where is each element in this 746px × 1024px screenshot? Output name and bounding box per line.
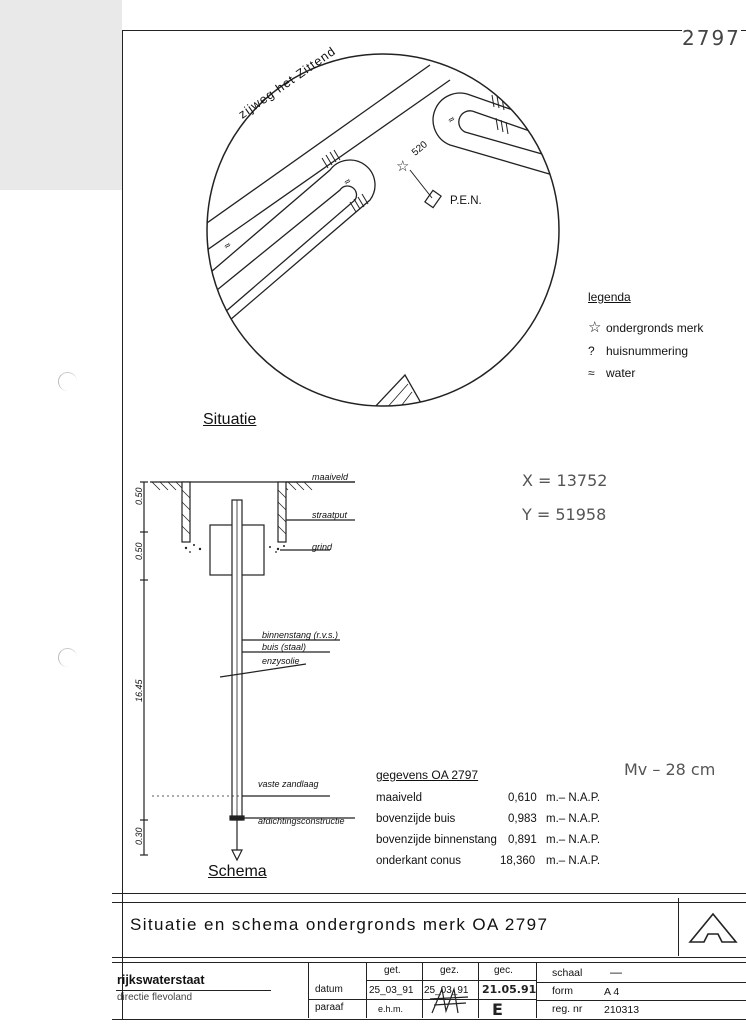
road-label: zijweg het Zittend [236,43,339,122]
star-icon: ☆ [588,319,602,336]
svg-text:≈: ≈ [341,175,354,189]
legend-item [588,366,703,380]
get-label: get. [384,965,401,976]
svg-text:≈: ≈ [221,239,234,253]
row-unit: m.– N.A.P. [546,834,601,846]
label-binnenstang: binnenstang (r.v.s.) [262,630,339,640]
water-channel [433,93,570,180]
row-value: 0,983 [508,813,537,825]
row-value: 0,891 [508,834,537,846]
schema-title: Schema [208,863,267,880]
form-value: A 4 [604,986,620,998]
drawing-title: Situatie en schema ondergronds merk OA 2797 [130,915,549,934]
gec-label: gec. [494,965,513,976]
ehm-initials: e.h.m. [378,1004,404,1014]
label-straatput: straatput [312,510,348,520]
legend-item-label: water [606,366,636,380]
regnr-label: reg. nr [552,1003,583,1015]
punch-hole-bottom [58,648,77,667]
svg-text:≈: ≈ [445,113,458,127]
row-unit: m.– N.A.P. [546,855,601,867]
dimension-label: 16.45 [134,679,144,702]
rijkswaterstaat-logo-icon [686,906,740,950]
label-vaste-zandlaag: vaste zandlaag [258,779,319,789]
legend-item-label: huisnummering [606,344,689,358]
org-sub: directie flevoland [117,992,193,1003]
gegevens-row [376,792,422,804]
regnr-value: 210313 [604,1004,640,1016]
situatie-title: Situatie [203,411,257,428]
row-name: bovenzijde binnenstang [376,834,497,846]
mv-note: Mv – 28 cm [624,760,716,779]
coordinate-x: X = 13752 [522,471,608,490]
gez-date: 25_03_91 [424,985,469,996]
signature-scribble [428,985,472,1017]
schaal-value: — [610,965,622,979]
row-unit: m.– N.A.P. [546,813,601,825]
label-buis: buis (staal) [262,642,307,652]
schaal-label: schaal [552,967,583,979]
marker-number: 520 [410,139,430,159]
gegevens-row [376,834,497,846]
paraaf-label: paraaf [315,1002,344,1013]
title-block-top-line [112,893,746,894]
punch-hole-top [58,372,77,391]
row-value: 0,610 [508,792,537,804]
label-maaiveld: maaiveld [312,472,349,482]
gegevens-row [376,813,455,825]
gegevens-row [376,855,461,867]
logo-divider [678,898,679,956]
org-name: rijkswaterstaat [117,973,205,987]
label-grind: grind [312,542,333,552]
org-underline [116,990,271,991]
coordinate-y: Y = 51958 [522,505,607,524]
legend [588,290,703,380]
water-icon: ≈ [588,366,595,380]
dimension-label: 0.50 [134,542,144,560]
gec-initial: E [492,1000,503,1019]
gez-label: gez. [440,965,459,976]
legend-item [588,344,703,358]
legend-item [588,318,703,336]
row-unit: m.– N.A.P. [546,792,601,804]
form-label: form [552,985,573,997]
row-name: bovenzijde buis [376,813,456,825]
question-icon: ? [588,344,595,358]
dimension-label: 0.50 [134,487,144,505]
water-channel [459,111,570,162]
row-name: maaiveld [376,792,423,804]
legend-item-label: ondergronds merk [606,321,704,335]
datum-label: datum [315,984,343,995]
dimension-label: 0.30 [134,827,144,845]
pen-label: P.E.N. [450,195,482,207]
gec-date: 21.05.91 [482,983,537,996]
get-date: 25_03_91 [369,985,414,996]
scan-shadow [0,0,122,190]
sheet-number: 2797 [682,26,741,50]
gegevens-title: gegevens OA 2797 [376,768,479,782]
row-name: onderkant conus [376,855,462,867]
row-value: 18,360 [500,855,536,867]
label-afdichting: afdichtingsconstructie [258,816,345,826]
legend-title: legenda [588,290,631,304]
star-icon: ☆ [396,158,410,175]
label-enzysolie: enzysolie [262,656,300,666]
schema-drawing [130,470,360,865]
